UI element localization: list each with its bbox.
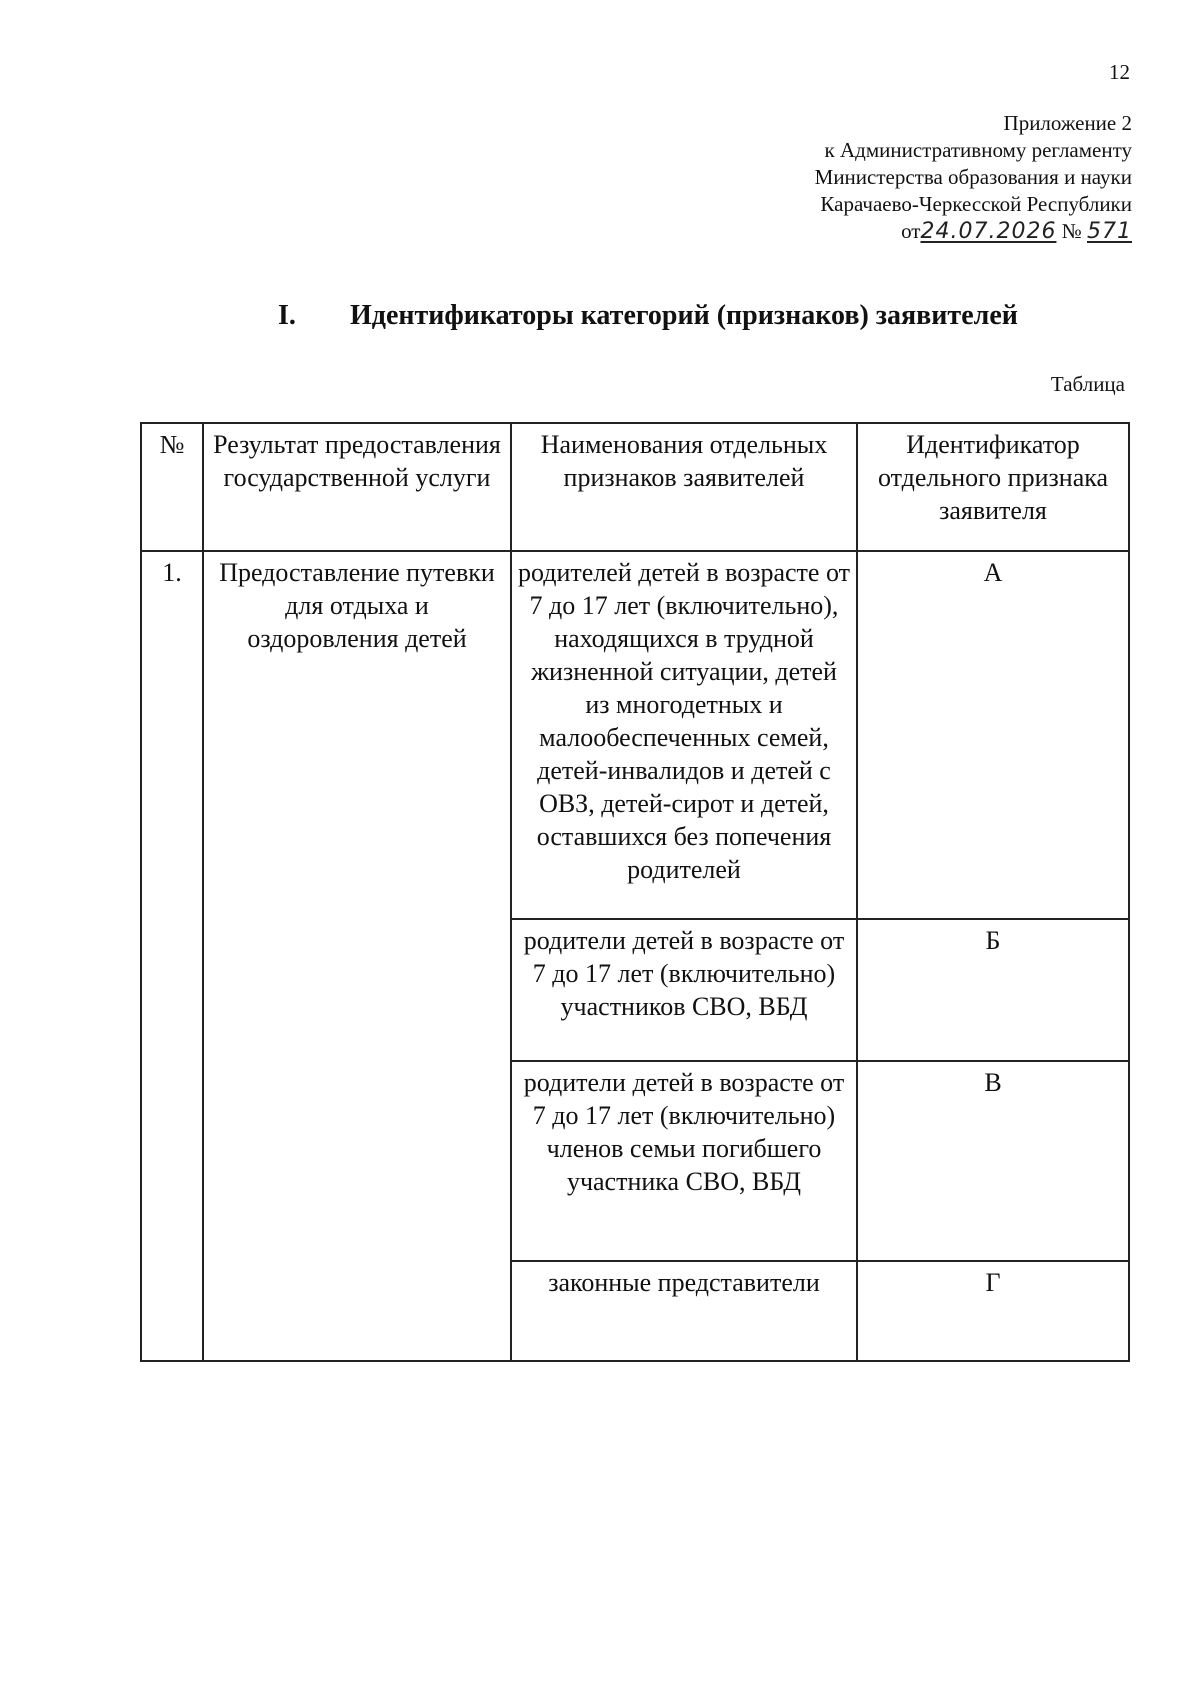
- approval-line-2: к Административному регламенту: [824, 138, 1132, 162]
- date-prefix: от: [901, 219, 921, 243]
- feature-identifier: А: [857, 551, 1129, 919]
- applicant-feature-name: родители детей в возрасте от 7 до 17 лет (включительно) членов семьи погибшего участника СВО, ВБД: [511, 1061, 857, 1261]
- handwritten-number: 571: [1087, 219, 1132, 244]
- applicant-feature-name: законные представители: [511, 1261, 857, 1361]
- row-number: 1.: [141, 551, 203, 1361]
- handwritten-date: 24.07.2026: [920, 219, 1057, 244]
- feature-identifier: Б: [857, 919, 1129, 1061]
- approval-line-4: Карачаево-Черкесской Республики: [820, 192, 1132, 216]
- feature-identifier: Г: [857, 1261, 1129, 1361]
- header-number: №: [141, 423, 203, 551]
- section-heading: [278, 300, 1018, 332]
- approval-date-number: [815, 218, 1132, 245]
- service-result: Предоставление путевки для отдыха и оздоровления детей: [203, 551, 511, 1361]
- table-label: Таблица: [1050, 372, 1125, 396]
- applicant-feature-name: родители детей в возрасте от 7 до 17 лет (включительно) участников СВО, ВБД: [511, 919, 857, 1061]
- approval-line-3: Министерства образования и науки: [814, 165, 1132, 189]
- header-result: Результат предоставления государственной услуги: [203, 423, 511, 551]
- header-identifier: Идентификатор отдельного признака заявителя: [857, 423, 1129, 551]
- table-row: [141, 551, 1129, 919]
- header-applicant-features: Наименования отдельных признаков заявителей: [511, 423, 857, 551]
- applicant-feature-name: родителей детей в возрасте от 7 до 17 лет (включительно), находящихся в трудной жизненной ситуации, детей из многодетных и малообеспеченных семей, детей-инвалидов и детей с ОВЗ, детей-сирот и детей, оставшихся без попечения родителей: [511, 551, 857, 919]
- number-prefix: №: [1061, 219, 1082, 243]
- section-title: Идентификаторы категорий (признаков) заявителей: [350, 300, 1018, 331]
- table-header-row: [141, 423, 1129, 551]
- approval-line-1: Приложение 2: [1003, 111, 1132, 135]
- approval-block: [815, 110, 1132, 245]
- feature-identifier: В: [857, 1061, 1129, 1261]
- identifiers-table: [140, 422, 1130, 1362]
- page-number: 12: [1109, 60, 1130, 84]
- section-roman-numeral: I.: [278, 300, 296, 331]
